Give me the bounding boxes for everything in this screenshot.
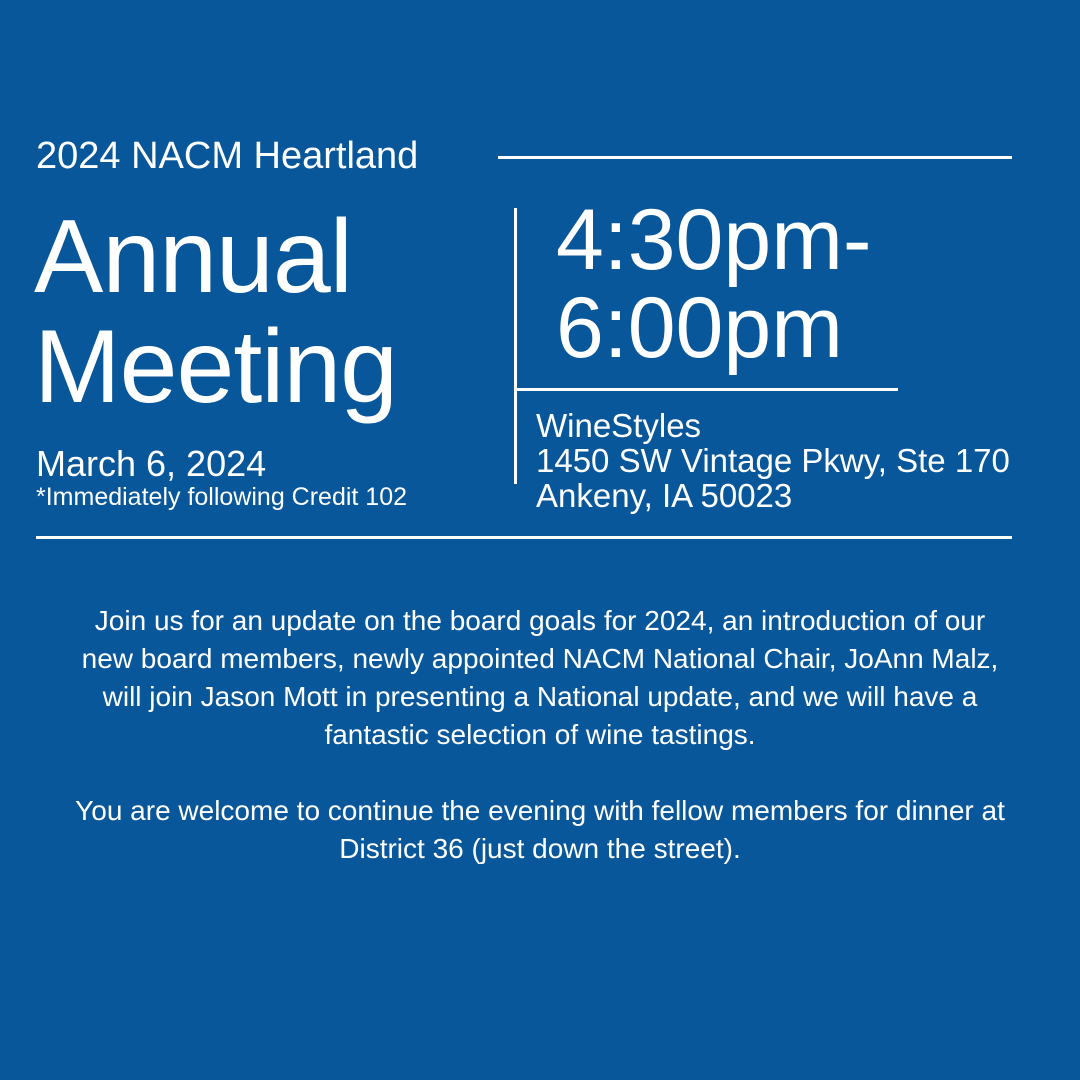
bottom-divider (36, 536, 1012, 539)
event-date: March 6, 2024 (36, 443, 267, 484)
meeting-title (34, 199, 397, 425)
meeting-title-line-2: Meeting (34, 309, 397, 425)
venue-address-line-1: 1450 SW Vintage Pkwy, Ste 170 (536, 442, 1010, 479)
venue-details (536, 408, 1010, 513)
description-paragraph-2: You are welcome to continue the evening with fellow members for dinner at District 36 (just down the street). (75, 795, 1005, 864)
venue-name: WineStyles (536, 407, 702, 444)
venue-address-line-2: Ankeny, IA 50023 (536, 477, 793, 514)
event-time-end: 6:00pm (556, 280, 843, 376)
center-vertical-divider (514, 208, 517, 484)
event-time (556, 192, 872, 376)
organization-title: 2024 NACM Heartland (36, 135, 419, 177)
time-divider (516, 388, 898, 391)
event-description (70, 602, 1010, 868)
top-divider (498, 156, 1012, 159)
meeting-title-line-1: Annual (34, 199, 352, 315)
event-note: *Immediately following Credit 102 (36, 483, 408, 511)
description-paragraph-1: Join us for an update on the board goals for 2024, an introduction of our new board members, newly appointed NACM National Chair, JoAnn Malz, will join Jason Mott in presenting a National update, and we will have a fantastic selection of wine tastings. (81, 605, 999, 750)
event-time-start: 4:30pm- (556, 192, 872, 288)
